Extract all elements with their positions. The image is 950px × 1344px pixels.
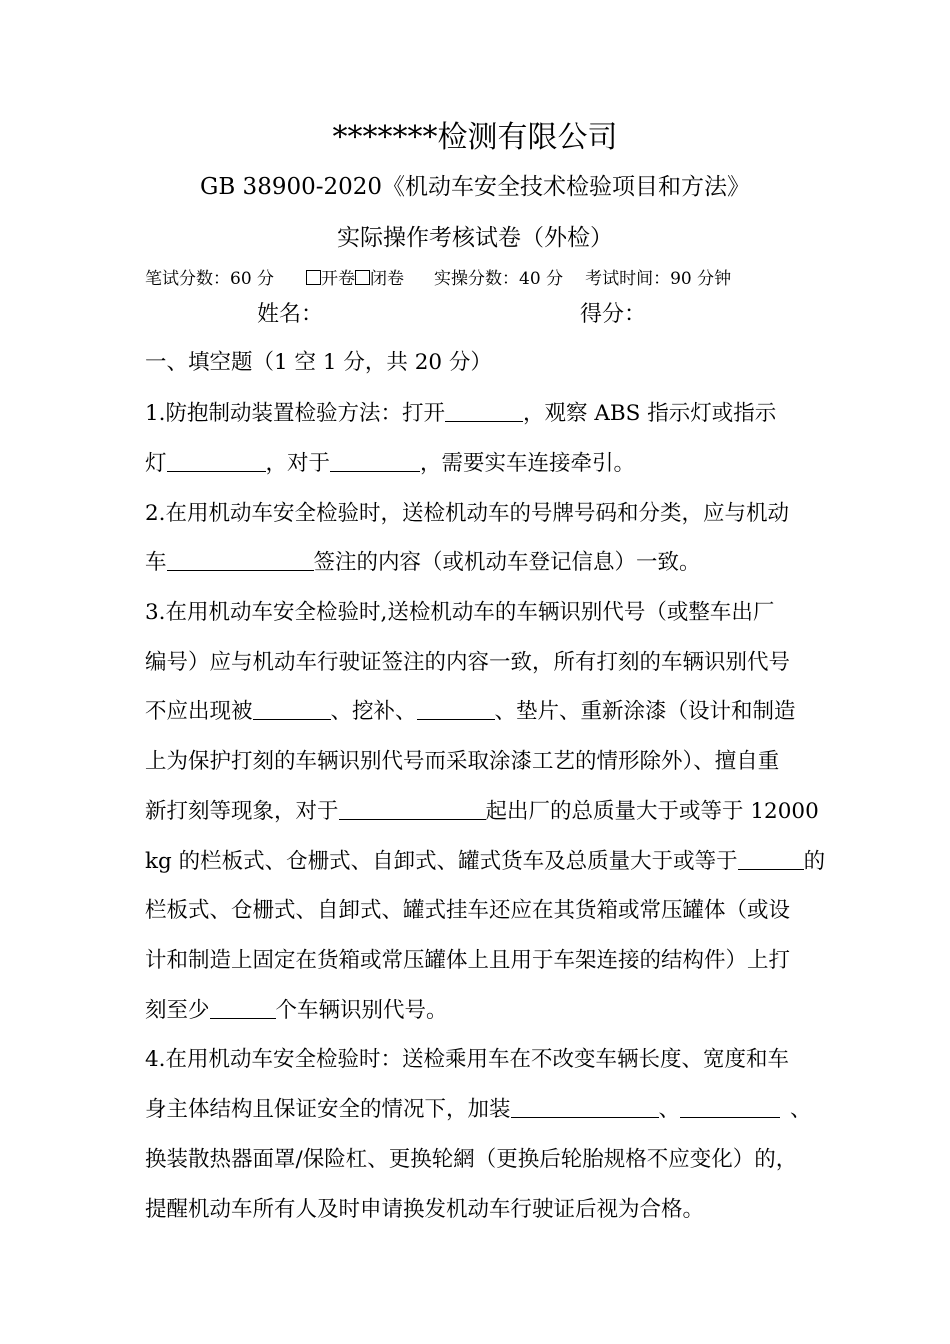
question-3-line-8: 计和制造上固定在货箱或常压罐体上且用于车架连接的结构件）上打 [145, 948, 791, 973]
exam-time: 考试时间：90 分钟 [585, 269, 732, 289]
blank-field[interactable] [511, 1096, 659, 1119]
question-4-line-1: 4.在用机动车安全检验时：送检乘用车在不改变车辆长度、宽度和车 [145, 1047, 790, 1072]
blank-field[interactable] [417, 698, 495, 721]
question-2-line-2: 车 签注的内容（或机动车登记信息）一致。 [145, 550, 701, 575]
blank-field[interactable] [738, 848, 804, 871]
closed-book-label: 闭卷 [370, 269, 405, 289]
score-label: 得分： [580, 302, 647, 327]
closed-book-checkbox[interactable] [355, 270, 370, 285]
question-3-line-7: 栏板式、仓栅式、自卸式、罐式挂车还应在其货箱或常压罐体（或设 [145, 898, 791, 923]
blank-field[interactable] [445, 400, 523, 423]
blank-field[interactable] [167, 450, 266, 473]
written-score: 笔试分数：60 分 [145, 269, 275, 289]
question-1-line-2: 灯 ，对于 ，需要实车连接牵引。 [145, 451, 636, 476]
question-3-line-9: 刻至少 个车辆识别代号。 [145, 998, 448, 1023]
practical-score: 实操分数：40 分 [434, 269, 564, 289]
exam-meta [145, 264, 731, 289]
question-3-line-5: 新打刻等现象，对于 起出厂的总质量大于或等于 12000 [145, 799, 819, 824]
question-4-line-4: 提醒机动车所有人及时申请换发机动车行驶证后视为合格。 [145, 1197, 705, 1222]
question-3-line-4: 上为保护打刻的车辆识别代号而采取涂漆工艺的情形除外）、擅自重 [145, 749, 780, 774]
company-title: *******检测有限公司 [332, 120, 618, 155]
question-3-line-1: 3.在用机动车安全检验时,送检机动车的车辆识别代号（或整车出厂 [145, 600, 775, 625]
question-3-line-3: 不应出现被 、挖补、 、垫片、重新涂漆（设计和制造 [145, 699, 796, 724]
question-4-line-2: 身主体结构且保证安全的情况下，加装 、 、 [145, 1097, 812, 1122]
blank-field[interactable] [339, 798, 486, 821]
exam-title: 实际操作考核试卷（外检） [337, 225, 613, 251]
open-book-checkbox[interactable] [306, 270, 321, 285]
question-2-line-1: 2.在用机动车安全检验时，送检机动车的号牌号码和分类，应与机动 [145, 501, 790, 526]
question-3-line-6: kg 的栏板式、仓栅式、自卸式、罐式货车及总质量大于或等于 的 [145, 849, 826, 874]
blank-field[interactable] [253, 698, 331, 721]
standard-title: GB 38900-2020《机动车安全技术检验项目和方法》 [199, 174, 751, 200]
question-1-line-1: 1.防抱制动装置检验方法：打开 ，观察 ABS 指示灯或指示 [145, 401, 777, 426]
open-book-label: 开卷 [321, 269, 356, 289]
question-4-line-3: 换装散热器面罩/保险杠、更换轮網（更换后轮胎规格不应变化）的， [145, 1147, 798, 1172]
blank-field[interactable] [330, 450, 420, 473]
section-heading: 一、填空题（1 空 1 分，共 20 分） [145, 350, 492, 375]
name-label: 姓名： [257, 302, 324, 327]
question-3-line-2: 编号）应与机动车行驶证签注的内容一致，所有打刻的车辆识别代号 [145, 650, 791, 675]
blank-field[interactable] [680, 1096, 780, 1119]
blank-field[interactable] [210, 997, 276, 1020]
blank-field[interactable] [167, 549, 314, 572]
